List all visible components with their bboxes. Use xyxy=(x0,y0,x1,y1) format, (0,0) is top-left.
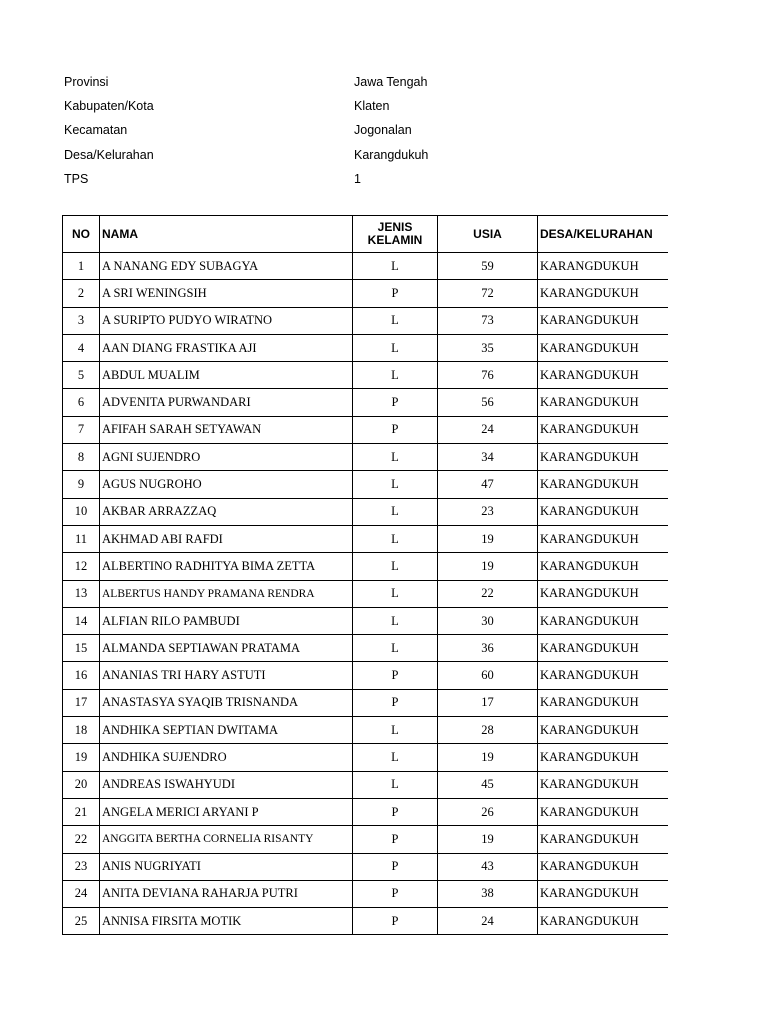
cell-nama: ANDHIKA SEPTIAN DWITAMA xyxy=(100,717,353,744)
cell-jenis-kelamin: L xyxy=(353,717,438,744)
cell-nama: AGUS NUGROHO xyxy=(100,471,353,498)
cell-desa: KARANGDUKUH xyxy=(538,307,668,334)
cell-usia: 38 xyxy=(438,880,538,907)
cell-jenis-kelamin: P xyxy=(353,853,438,880)
location-info xyxy=(64,70,484,191)
cell-nama: ADVENITA PURWANDARI xyxy=(100,389,353,416)
cell-nama: ANGGITA BERTHA CORNELIA RISANTY xyxy=(100,826,353,853)
cell-usia: 24 xyxy=(438,416,538,443)
cell-usia: 30 xyxy=(438,607,538,634)
cell-usia: 24 xyxy=(438,908,538,935)
column-header-desa: DESA/KELURAHAN xyxy=(538,216,668,253)
cell-desa: KARANGDUKUH xyxy=(538,553,668,580)
table-row xyxy=(63,334,668,361)
column-header-usia: USIA xyxy=(438,216,538,253)
cell-desa: KARANGDUKUH xyxy=(538,471,668,498)
info-row-kecamatan xyxy=(64,118,484,142)
info-row-provinsi xyxy=(64,70,484,94)
cell-usia: 45 xyxy=(438,771,538,798)
cell-nama: A NANANG EDY SUBAGYA xyxy=(100,253,353,280)
cell-usia: 22 xyxy=(438,580,538,607)
cell-no: 10 xyxy=(63,498,100,525)
provinsi-label: Provinsi xyxy=(64,75,109,90)
cell-desa: KARANGDUKUH xyxy=(538,525,668,552)
table-row xyxy=(63,580,668,607)
cell-jenis-kelamin: P xyxy=(353,416,438,443)
cell-nama: AKHMAD ABI RAFDI xyxy=(100,525,353,552)
cell-no: 17 xyxy=(63,689,100,716)
cell-desa: KARANGDUKUH xyxy=(538,689,668,716)
kabupaten-value: Klaten xyxy=(354,99,390,114)
desa-value: Karangdukuh xyxy=(354,147,429,162)
cell-no: 6 xyxy=(63,389,100,416)
cell-usia: 56 xyxy=(438,389,538,416)
cell-nama: ALFIAN RILO PAMBUDI xyxy=(100,607,353,634)
cell-desa: KARANGDUKUH xyxy=(538,853,668,880)
provinsi-value: Jawa Tengah xyxy=(354,75,428,90)
table-row xyxy=(63,307,668,334)
cell-jenis-kelamin: L xyxy=(353,307,438,334)
cell-usia: 23 xyxy=(438,498,538,525)
kecamatan-label: Kecamatan xyxy=(64,123,128,138)
column-header-kelamin: KELAMIN xyxy=(367,233,423,247)
tps-label: TPS xyxy=(64,171,89,186)
table-row xyxy=(63,444,668,471)
cell-desa: KARANGDUKUH xyxy=(538,635,668,662)
cell-nama: ABDUL MUALIM xyxy=(100,362,353,389)
cell-jenis-kelamin: L xyxy=(353,771,438,798)
cell-jenis-kelamin: P xyxy=(353,280,438,307)
cell-usia: 19 xyxy=(438,553,538,580)
cell-jenis-kelamin: L xyxy=(353,580,438,607)
table-row xyxy=(63,362,668,389)
kabupaten-label: Kabupaten/Kota xyxy=(64,99,154,114)
cell-jenis-kelamin: L xyxy=(353,253,438,280)
cell-desa: KARANGDUKUH xyxy=(538,908,668,935)
cell-nama: AKBAR ARRAZZAQ xyxy=(100,498,353,525)
cell-nama: ANITA DEVIANA RAHARJA PUTRI xyxy=(100,880,353,907)
cell-usia: 73 xyxy=(438,307,538,334)
cell-usia: 17 xyxy=(438,689,538,716)
kecamatan-value: Jogonalan xyxy=(354,123,412,138)
cell-desa: KARANGDUKUH xyxy=(538,880,668,907)
table-row xyxy=(63,253,668,280)
cell-nama: ANIS NUGRIYATI xyxy=(100,853,353,880)
cell-jenis-kelamin: L xyxy=(353,744,438,771)
cell-no: 7 xyxy=(63,416,100,443)
cell-nama: A SURIPTO PUDYO WIRATNO xyxy=(100,307,353,334)
cell-desa: KARANGDUKUH xyxy=(538,580,668,607)
cell-jenis-kelamin: L xyxy=(353,471,438,498)
column-header-jenis: JENIS xyxy=(377,220,413,234)
cell-desa: KARANGDUKUH xyxy=(538,280,668,307)
cell-desa: KARANGDUKUH xyxy=(538,362,668,389)
cell-no: 16 xyxy=(63,662,100,689)
cell-jenis-kelamin: P xyxy=(353,826,438,853)
cell-desa: KARANGDUKUH xyxy=(538,744,668,771)
table-row xyxy=(63,471,668,498)
column-header-nama: NAMA xyxy=(100,216,353,253)
table-row xyxy=(63,908,668,935)
cell-usia: 36 xyxy=(438,635,538,662)
table-row xyxy=(63,717,668,744)
cell-nama: AFIFAH SARAH SETYAWAN xyxy=(100,416,353,443)
cell-nama: ANASTASYA SYAQIB TRISNANDA xyxy=(100,689,353,716)
cell-usia: 76 xyxy=(438,362,538,389)
cell-nama: ALMANDA SEPTIAWAN PRATAMA xyxy=(100,635,353,662)
cell-jenis-kelamin: L xyxy=(353,444,438,471)
cell-nama: ANANIAS TRI HARY ASTUTI xyxy=(100,662,353,689)
cell-usia: 26 xyxy=(438,798,538,825)
cell-jenis-kelamin: P xyxy=(353,689,438,716)
voter-table-body xyxy=(63,253,668,935)
cell-desa: KARANGDUKUH xyxy=(538,662,668,689)
cell-jenis-kelamin: P xyxy=(353,389,438,416)
cell-desa: KARANGDUKUH xyxy=(538,771,668,798)
table-row xyxy=(63,607,668,634)
cell-nama: ANNISA FIRSITA MOTIK xyxy=(100,908,353,935)
info-row-tps xyxy=(64,167,484,191)
cell-nama: ALBERTUS HANDY PRAMANA RENDRA xyxy=(100,580,353,607)
table-row xyxy=(63,280,668,307)
desa-label: Desa/Kelurahan xyxy=(64,147,154,162)
cell-no: 23 xyxy=(63,853,100,880)
cell-no: 25 xyxy=(63,908,100,935)
cell-usia: 43 xyxy=(438,853,538,880)
cell-usia: 28 xyxy=(438,717,538,744)
table-row xyxy=(63,662,668,689)
voter-table xyxy=(62,215,668,935)
cell-desa: KARANGDUKUH xyxy=(538,498,668,525)
table-row xyxy=(63,853,668,880)
table-header-row xyxy=(63,216,668,253)
cell-usia: 19 xyxy=(438,525,538,552)
cell-nama: ANGELA MERICI ARYANI P xyxy=(100,798,353,825)
cell-no: 5 xyxy=(63,362,100,389)
table-row xyxy=(63,635,668,662)
cell-jenis-kelamin: L xyxy=(353,525,438,552)
cell-desa: KARANGDUKUH xyxy=(538,826,668,853)
cell-usia: 47 xyxy=(438,471,538,498)
tps-value: 1 xyxy=(354,171,361,186)
column-header-jenis-kelamin xyxy=(353,216,438,253)
table-row xyxy=(63,771,668,798)
table-row xyxy=(63,553,668,580)
cell-no: 1 xyxy=(63,253,100,280)
cell-no: 20 xyxy=(63,771,100,798)
cell-nama: AGNI SUJENDRO xyxy=(100,444,353,471)
cell-nama: A SRI WENINGSIH xyxy=(100,280,353,307)
cell-usia: 34 xyxy=(438,444,538,471)
table-row xyxy=(63,498,668,525)
cell-jenis-kelamin: L xyxy=(353,498,438,525)
cell-desa: KARANGDUKUH xyxy=(538,798,668,825)
column-header-no: NO xyxy=(63,216,100,253)
cell-usia: 72 xyxy=(438,280,538,307)
cell-jenis-kelamin: L xyxy=(353,635,438,662)
cell-desa: KARANGDUKUH xyxy=(538,444,668,471)
cell-no: 21 xyxy=(63,798,100,825)
cell-no: 9 xyxy=(63,471,100,498)
cell-jenis-kelamin: P xyxy=(353,908,438,935)
table-row xyxy=(63,798,668,825)
cell-jenis-kelamin: P xyxy=(353,798,438,825)
cell-no: 18 xyxy=(63,717,100,744)
cell-jenis-kelamin: L xyxy=(353,607,438,634)
cell-no: 11 xyxy=(63,525,100,552)
cell-desa: KARANGDUKUH xyxy=(538,717,668,744)
info-row-kabupaten xyxy=(64,94,484,118)
cell-no: 3 xyxy=(63,307,100,334)
cell-no: 4 xyxy=(63,334,100,361)
cell-nama: ANDREAS ISWAHYUDI xyxy=(100,771,353,798)
cell-usia: 19 xyxy=(438,744,538,771)
cell-no: 24 xyxy=(63,880,100,907)
cell-no: 2 xyxy=(63,280,100,307)
table-row xyxy=(63,389,668,416)
cell-no: 22 xyxy=(63,826,100,853)
cell-desa: KARANGDUKUH xyxy=(538,334,668,361)
table-row xyxy=(63,689,668,716)
cell-usia: 19 xyxy=(438,826,538,853)
info-row-desa xyxy=(64,143,484,167)
cell-jenis-kelamin: P xyxy=(353,662,438,689)
cell-no: 13 xyxy=(63,580,100,607)
table-row xyxy=(63,826,668,853)
cell-nama: ALBERTINO RADHITYA BIMA ZETTA xyxy=(100,553,353,580)
table-row xyxy=(63,744,668,771)
cell-nama: AAN DIANG FRASTIKA AJI xyxy=(100,334,353,361)
cell-usia: 60 xyxy=(438,662,538,689)
cell-nama: ANDHIKA SUJENDRO xyxy=(100,744,353,771)
cell-usia: 35 xyxy=(438,334,538,361)
cell-jenis-kelamin: P xyxy=(353,880,438,907)
table-row xyxy=(63,416,668,443)
cell-jenis-kelamin: L xyxy=(353,553,438,580)
table-row xyxy=(63,525,668,552)
cell-no: 15 xyxy=(63,635,100,662)
cell-jenis-kelamin: L xyxy=(353,362,438,389)
cell-no: 8 xyxy=(63,444,100,471)
cell-desa: KARANGDUKUH xyxy=(538,607,668,634)
cell-no: 19 xyxy=(63,744,100,771)
cell-no: 12 xyxy=(63,553,100,580)
cell-desa: KARANGDUKUH xyxy=(538,389,668,416)
cell-desa: KARANGDUKUH xyxy=(538,253,668,280)
cell-jenis-kelamin: L xyxy=(353,334,438,361)
table-row xyxy=(63,880,668,907)
cell-no: 14 xyxy=(63,607,100,634)
cell-usia: 59 xyxy=(438,253,538,280)
cell-desa: KARANGDUKUH xyxy=(538,416,668,443)
